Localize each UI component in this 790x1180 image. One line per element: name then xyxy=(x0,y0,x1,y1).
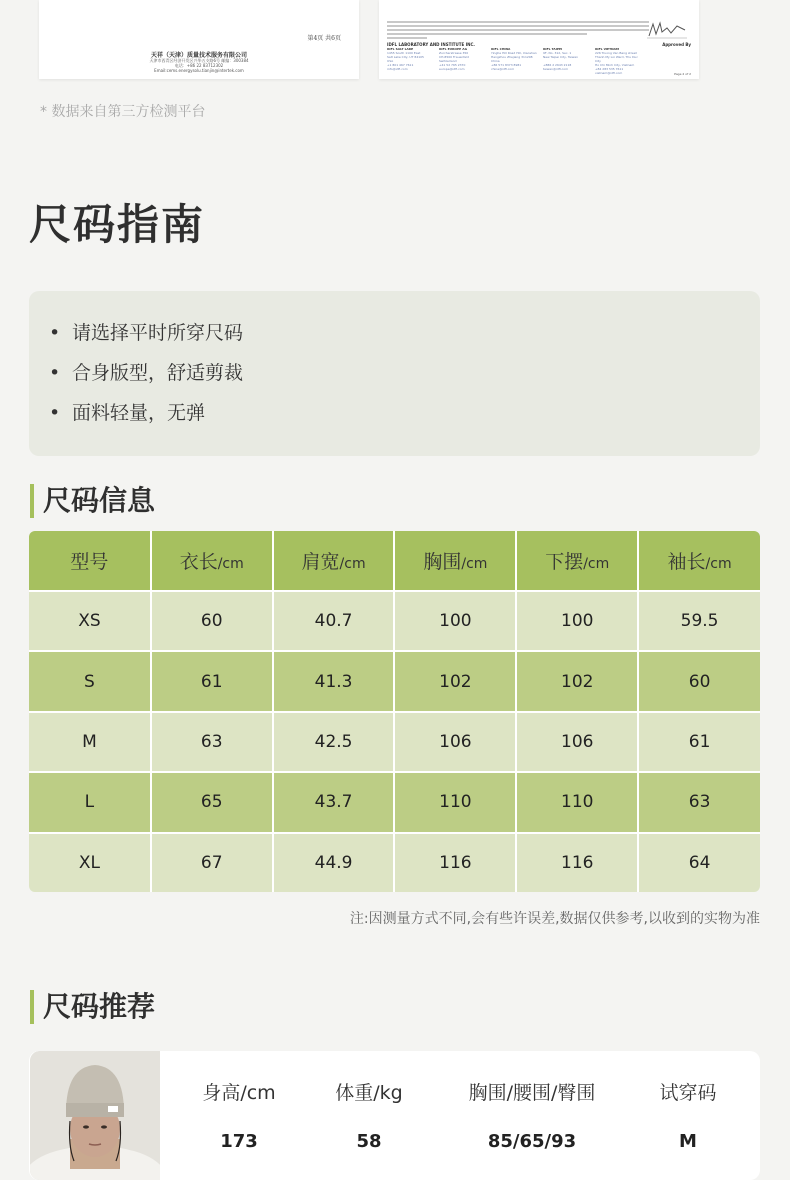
report-office-column: IDFL TAIPEI 9F, No. 312, Sec. 1 New Taipei City, Taiwan +886 2 2643 2118 taiwan@idfl.com xyxy=(543,47,579,71)
header-model: 型号 xyxy=(29,531,151,591)
report-office-column: IDFL SALT LAKE 1455 South 1100 East Salt Lake City, UT 84105 USA +1 801 467 7611 info@idfl.com xyxy=(387,47,424,71)
chest-cell: 102 xyxy=(394,651,516,711)
hem-cell: 102 xyxy=(516,651,638,711)
bullet-icon: • xyxy=(49,322,61,344)
shoulder-cell: 43.7 xyxy=(273,772,395,832)
length-cell: 60 xyxy=(151,591,273,651)
chest-cell: 106 xyxy=(394,712,516,772)
size-cell: XL xyxy=(29,833,151,892)
report-email: Email:cems.energysolu.tianjin@intertek.com xyxy=(154,68,244,73)
length-cell: 63 xyxy=(151,712,273,772)
hem-cell: 106 xyxy=(516,712,638,772)
bullet-icon: • xyxy=(49,362,61,384)
table-row xyxy=(29,833,760,892)
header-sleeve: 袖长/cm xyxy=(638,531,760,591)
shoulder-cell: 40.7 xyxy=(273,591,395,651)
size-cell: M xyxy=(29,712,151,772)
report-fine-print-line xyxy=(387,21,649,23)
sleeve-cell: 63 xyxy=(638,772,760,832)
report-page-number: 第4页 共6页 xyxy=(307,35,341,42)
rec-measurements-label: 胸围/腰围/臀围 xyxy=(468,1082,596,1104)
test-report-preview-right xyxy=(379,0,699,79)
hem-cell: 116 xyxy=(516,833,638,892)
report-telephone: 电话：+86 22 83712302 xyxy=(174,63,224,68)
note-text: 请选择平时所穿尺码 xyxy=(72,322,244,344)
table-row xyxy=(29,591,760,651)
rec-height-value: 173 xyxy=(220,1131,258,1152)
report-fine-print-line xyxy=(387,37,427,39)
shoulder-cell: 44.9 xyxy=(273,833,395,892)
report-office-column: IDFL CHINA Yinghe Hill Road Hill, Xiaoshan Hangzhou Zhejiang 311208 China +86 571 8373 8981 china@idfl.com xyxy=(491,47,537,71)
model-photo xyxy=(30,1051,160,1180)
handwritten-signature xyxy=(647,20,687,40)
report-fine-print-line xyxy=(387,33,587,35)
rec-size-value: M xyxy=(679,1131,697,1152)
rec-measurements-value: 85/65/93 xyxy=(487,1131,577,1152)
length-cell: 65 xyxy=(151,772,273,832)
report-office-column: IDFL VIETNAM 226 Truong Van Bang street Thanh My Loi Ward, Thu Duc City Ho Chi Minh City, Vietnam +84 283 535 7611 vietnam@idfl.com xyxy=(595,47,638,75)
report-page-of: Page 2 of 2 xyxy=(674,72,691,76)
size-recommendation-title: 尺码推荐 xyxy=(30,990,155,1024)
note-item xyxy=(49,400,243,440)
rec-weight-label: 体重/kg xyxy=(335,1082,403,1104)
table-row xyxy=(29,712,760,772)
report-office-column: IDFL EUROPE AG Zurcherstrasse 350 CH-8500 Frauenfeld Switzerland +41 52 765 2370 europe@idfl.com xyxy=(439,47,469,71)
measurement-disclaimer: 注:因测量方式不同,会有些许误差,数据仅供参考,以收到的实物为准 xyxy=(349,911,760,927)
table-row xyxy=(29,651,760,711)
header-chest: 胸围/cm xyxy=(394,531,516,591)
model-size-card xyxy=(29,1051,760,1180)
hem-cell: 110 xyxy=(516,772,638,832)
size-guide-title: 尺码指南 xyxy=(29,200,206,249)
data-source-note: * 数据来自第三方检测平台 xyxy=(40,104,206,120)
report-fine-print-line xyxy=(387,29,649,31)
length-cell: 67 xyxy=(151,833,273,892)
note-item xyxy=(49,360,243,400)
note-text: 面料轻量，无弹 xyxy=(72,402,206,424)
header-hem: 下摆/cm xyxy=(516,531,638,591)
rec-height-label: 身高/cm xyxy=(202,1082,276,1104)
rec-size-label: 试穿码 xyxy=(659,1082,717,1104)
chest-cell: 116 xyxy=(394,833,516,892)
bullet-icon: • xyxy=(49,402,61,424)
size-cell: XS xyxy=(29,591,151,651)
hem-cell: 100 xyxy=(516,591,638,651)
size-cell: L xyxy=(29,772,151,832)
shoulder-cell: 41.3 xyxy=(273,651,395,711)
report-address: 天津市西青区经济开发区兴华五支路6号 邮编：300384 xyxy=(149,58,249,63)
shoulder-cell: 42.5 xyxy=(273,712,395,772)
report-lab-heading: IDFL LABORATORY AND INSTITUTE INC. Approved By xyxy=(387,42,691,47)
report-office-columns xyxy=(387,47,691,75)
sleeve-cell: 61 xyxy=(638,712,760,772)
chest-cell: 110 xyxy=(394,772,516,832)
note-text: 合身版型，舒适剪裁 xyxy=(72,362,244,384)
test-report-preview-left xyxy=(39,0,359,79)
table-row xyxy=(29,772,760,832)
report-fine-print-line xyxy=(387,25,649,27)
report-company-name: 天祥（天津）质量技术服务有限公司 xyxy=(150,52,247,59)
sleeve-cell: 64 xyxy=(638,833,760,892)
header-length: 衣长/cm xyxy=(151,531,273,591)
size-info-title: 尺码信息 xyxy=(30,484,155,518)
size-table xyxy=(29,531,760,892)
size-cell: S xyxy=(29,651,151,711)
size-table-header-row xyxy=(29,531,760,591)
note-item xyxy=(49,320,243,360)
header-shoulder: 肩宽/cm xyxy=(273,531,395,591)
chest-cell: 100 xyxy=(394,591,516,651)
sleeve-cell: 59.5 xyxy=(638,591,760,651)
sleeve-cell: 60 xyxy=(638,651,760,711)
size-guide-notes xyxy=(29,291,760,456)
rec-weight-value: 58 xyxy=(356,1131,382,1152)
length-cell: 61 xyxy=(151,651,273,711)
